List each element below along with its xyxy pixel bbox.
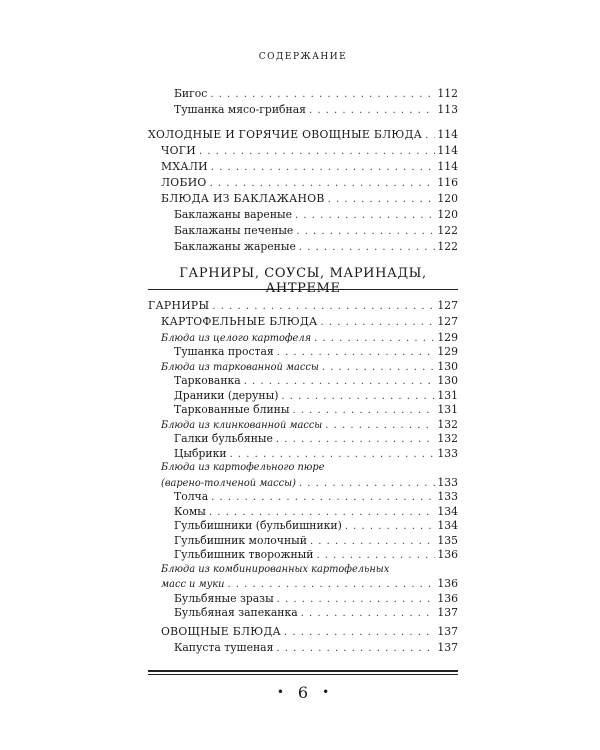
toc-entry-page: 114 xyxy=(437,160,458,173)
toc-entry-page: 133 xyxy=(437,447,458,460)
toc-entry-title: Блюда из клинкованной массы xyxy=(161,420,323,431)
page-number: 6 xyxy=(297,683,309,702)
footer-bullet-left: • xyxy=(276,685,284,699)
toc-entry-title: Драники (деруны) xyxy=(174,389,279,402)
toc-entry xyxy=(161,314,458,330)
toc-entry-page: 136 xyxy=(437,577,458,590)
toc-entry xyxy=(174,605,458,621)
leader-dots xyxy=(212,299,435,315)
toc-entry-title: Блюда из целого картофеля xyxy=(161,333,312,344)
leader-dots xyxy=(301,606,436,622)
toc-entry xyxy=(174,489,458,505)
toc-entry-page: 122 xyxy=(437,224,458,237)
footer-rule xyxy=(148,670,458,672)
toc-entry-title: Блюда из тарковaнной массы xyxy=(161,362,319,373)
toc-entry-page: 120 xyxy=(437,192,458,205)
toc-entry xyxy=(174,431,458,447)
toc-entry-page: 134 xyxy=(437,505,458,518)
toc-entry-title: Гульбишник творожный xyxy=(174,548,314,561)
toc-section-page: 127 xyxy=(437,299,458,312)
toc-entry-page: 136 xyxy=(437,548,458,561)
page-footer xyxy=(148,683,458,702)
toc-entry-title: Таркованные блины xyxy=(174,403,290,416)
toc-entry xyxy=(174,239,458,255)
toc-entry-page: 112 xyxy=(437,87,458,100)
toc-entry-title-line: Блюда из картофельного пюре xyxy=(161,462,325,473)
toc-entry-page: 131 xyxy=(437,389,458,402)
toc-entry-title: БЛЮДА ИЗ БАКЛАЖАНОВ xyxy=(161,192,325,205)
toc-section xyxy=(148,298,458,314)
toc-entry-title: Бульбяные зразы xyxy=(174,592,274,605)
toc-entry-title: Гульбишники (бульбишники) xyxy=(174,519,342,532)
toc-section xyxy=(148,127,458,143)
toc-entry-title: Гульбишник молочный xyxy=(174,534,307,547)
running-header xyxy=(148,52,458,62)
leader-dots xyxy=(309,103,435,119)
toc-entry xyxy=(161,159,458,175)
toc-entry-title: Бигос xyxy=(174,87,208,100)
toc-entry-title: ОВОЩНЫЕ БЛЮДА xyxy=(161,625,281,638)
toc-entry xyxy=(174,102,458,118)
toc-entry-page: 136 xyxy=(437,592,458,605)
toc-entry-title: ЧОГИ xyxy=(161,144,196,157)
toc-section-title: ХОЛОДНЫЕ И ГОРЯЧИЕ ОВОЩНЫЕ БЛЮДА xyxy=(148,128,423,141)
toc-entry-title: Капуста тушеная xyxy=(174,641,274,654)
toc-entry-page: 137 xyxy=(437,606,458,619)
toc-entry-page: 134 xyxy=(437,519,458,532)
toc-entry-title: Бульбяная запеканка xyxy=(174,606,298,619)
toc-entry-page: 135 xyxy=(437,534,458,547)
toc-entry xyxy=(174,518,458,534)
toc-entry-page: 131 xyxy=(437,403,458,416)
toc-section-title: ГАРНИРЫ xyxy=(148,299,210,312)
toc-entry-title: Галки бульбяные xyxy=(174,432,273,445)
leader-dots xyxy=(276,641,435,657)
leader-dots xyxy=(211,160,436,176)
toc-entry-title: Тушанка простая xyxy=(174,345,274,358)
leader-dots xyxy=(295,208,435,224)
toc-entry xyxy=(174,373,458,389)
toc-entry-title-line: Блюда из комбинированных картофельных xyxy=(161,564,390,575)
toc-entry xyxy=(174,402,458,418)
toc-entry-page: 130 xyxy=(437,374,458,387)
footer-bullet-right: • xyxy=(322,685,330,699)
toc-entry-title: КАРТОФЕЛЬНЫЕ БЛЮДА xyxy=(161,315,318,328)
leader-dots xyxy=(199,144,435,160)
chapter-rule xyxy=(148,289,458,290)
toc-entry-page: 129 xyxy=(437,331,458,344)
leader-dots xyxy=(321,315,436,331)
toc-entry-page: 137 xyxy=(437,641,458,654)
toc-entry xyxy=(161,624,458,640)
toc-entry-page: 137 xyxy=(437,625,458,638)
toc-entry-title: Тушанка мясо-грибная xyxy=(174,103,306,116)
toc-entry xyxy=(174,86,458,102)
toc-entry-title: Комы xyxy=(174,505,206,518)
running-header-title: СОДЕРЖАНИЕ xyxy=(251,52,355,62)
toc-entry-page: 133 xyxy=(437,476,458,489)
leader-dots xyxy=(210,87,435,103)
toc-entry xyxy=(174,207,458,223)
toc-entry-page: 133 xyxy=(437,490,458,503)
toc-entry-title: ЛОБИО xyxy=(161,176,207,189)
toc-entry xyxy=(161,175,458,191)
toc-entry-page: 132 xyxy=(437,432,458,445)
toc-entry-page: 113 xyxy=(437,103,458,116)
toc-entry-title: (варено-толченой массы) xyxy=(161,478,296,489)
toc-entry-title: Баклажаны вареные xyxy=(174,208,293,221)
toc-entry xyxy=(174,547,458,563)
leader-dots xyxy=(210,176,436,192)
toc-entry-page: 114 xyxy=(437,144,458,157)
toc-entry-page: 129 xyxy=(437,345,458,358)
toc-entry-page: 130 xyxy=(437,360,458,373)
leader-dots xyxy=(425,128,435,144)
leader-dots xyxy=(328,192,436,208)
toc-entry-title: Таркованка xyxy=(174,374,241,387)
leader-dots xyxy=(284,625,435,641)
toc-entry-title: масс и муки xyxy=(161,579,225,590)
toc-entry-page: 132 xyxy=(437,418,458,431)
toc-entry-page: 116 xyxy=(437,176,458,189)
toc-entry-title: Баклажаны жареные xyxy=(174,240,296,253)
toc-entry xyxy=(161,191,458,207)
toc-entry xyxy=(161,576,458,592)
toc-entry-title: МХАЛИ xyxy=(161,160,208,173)
leader-dots xyxy=(299,240,436,256)
toc-entry-page: 122 xyxy=(437,240,458,253)
toc-section-page: 114 xyxy=(437,128,458,141)
toc-entry-title: Баклажаны печеные xyxy=(174,224,294,237)
toc-entry-title: Толча xyxy=(174,490,209,503)
toc-entry xyxy=(174,344,458,360)
toc-entry-title: Цыбрики xyxy=(174,447,227,460)
toc-entry xyxy=(174,223,458,239)
leader-dots xyxy=(296,224,435,240)
toc-entry xyxy=(174,640,458,656)
toc-entry-page: 127 xyxy=(437,315,458,328)
toc-entry xyxy=(161,143,458,159)
footer-rule-thin xyxy=(148,674,458,675)
chapter-heading: ГАРНИРЫ, СОУСЫ, МАРИНАДЫ, АНТРЕМЕ xyxy=(179,266,427,296)
toc-entry-page: 120 xyxy=(437,208,458,221)
